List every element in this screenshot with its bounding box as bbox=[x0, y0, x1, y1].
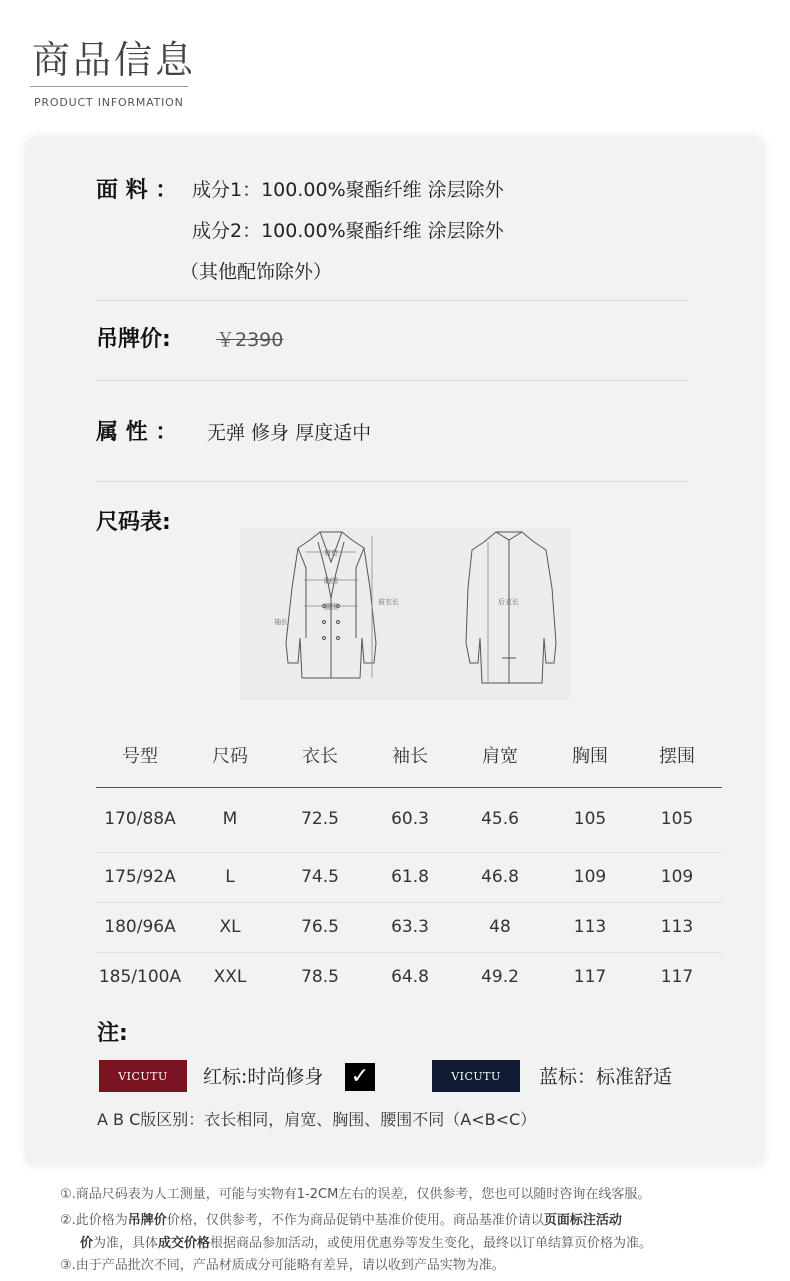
table-cell: 117 bbox=[660, 967, 694, 987]
table-cell: 46.8 bbox=[481, 867, 519, 887]
attributes-value: 无弹 修身 厚度适中 bbox=[207, 422, 372, 444]
label-waist: 腰围 bbox=[324, 603, 338, 611]
table-cell: 109 bbox=[660, 867, 694, 887]
footnote-3: ③.由于产品批次不同，产品材质成分可能略有差异，请以收到产品实物为准。 bbox=[60, 1258, 505, 1273]
table-cell: 180/96A bbox=[104, 917, 176, 937]
fabric-line-3: （其他配饰除外） bbox=[180, 261, 333, 283]
attributes-label: 属 性 ： bbox=[96, 420, 178, 445]
fabric-line-2: 成分2：100.00%聚酯纤维 涂层除外 bbox=[192, 220, 504, 242]
blue-label-badge bbox=[432, 1060, 520, 1092]
footnote-2-bold: 页面标注活动 bbox=[543, 1213, 622, 1228]
table-cell: 49.2 bbox=[481, 967, 519, 987]
col-header: 肩宽 bbox=[482, 746, 518, 767]
blue-label-text: 蓝标：标准舒适 bbox=[539, 1066, 673, 1088]
table-cell: 185/100A bbox=[98, 967, 182, 987]
footnote-2-part: 根据商品参加活动，或使用优惠券等发生变化，最终以订单结算页价格为准。 bbox=[210, 1236, 653, 1251]
footnote-2-bold: 吊牌价 bbox=[127, 1213, 167, 1228]
table-cell: 60.3 bbox=[391, 809, 429, 829]
red-label-text: 红标:时尚修身 bbox=[203, 1066, 324, 1088]
check-icon: ✓ bbox=[345, 1063, 375, 1091]
col-header: 胸围 bbox=[572, 746, 608, 767]
table-cell: 72.5 bbox=[301, 809, 339, 829]
abc-note: A B C版区别：衣长相同，肩宽、胸围、腰围不同（A<B<C） bbox=[97, 1110, 537, 1129]
footnote-2-part: ②.此价格为 bbox=[60, 1213, 128, 1228]
col-header: 摆围 bbox=[659, 746, 695, 767]
table-cell: 74.5 bbox=[301, 867, 339, 887]
col-header: 袖长 bbox=[392, 746, 428, 767]
col-header: 号型 bbox=[122, 746, 158, 767]
section-subtitle: PRODUCT INFORMATION bbox=[34, 96, 184, 109]
table-cell: 78.5 bbox=[301, 967, 339, 987]
table-cell: 45.6 bbox=[481, 809, 519, 829]
table-cell: 105 bbox=[660, 809, 694, 829]
footnote-2-bold: 成交价格 bbox=[158, 1236, 211, 1251]
header-underline bbox=[96, 787, 722, 788]
label-chest: 胸围 bbox=[324, 577, 338, 585]
label-shoulder: 肩宽 bbox=[324, 549, 338, 557]
red-badge-text: VICUTU bbox=[118, 1069, 168, 1083]
row-divider bbox=[96, 852, 722, 853]
table-cell: L bbox=[225, 867, 235, 887]
row-divider bbox=[96, 952, 722, 953]
label-sleeve: 袖长 bbox=[274, 618, 288, 626]
table-cell: 64.8 bbox=[391, 967, 429, 987]
table-cell: 105 bbox=[573, 809, 607, 829]
footnote-1: ①.商品尺码表为人工测量，可能与实物有1-2CM左右的误差，仅供参考，您也可以随时咨询在线客服。 bbox=[60, 1187, 651, 1202]
divider bbox=[96, 300, 688, 301]
col-header: 尺码 bbox=[212, 746, 248, 767]
footnote-2-part: 为准，具体 bbox=[93, 1236, 159, 1251]
divider bbox=[96, 380, 688, 381]
tag-price: ￥2390 bbox=[216, 329, 284, 351]
table-cell: 170/88A bbox=[104, 809, 176, 829]
table-cell: 113 bbox=[573, 917, 607, 937]
fabric-line-1: 成分1：100.00%聚酯纤维 涂层除外 bbox=[192, 179, 504, 201]
notes-label: 注: bbox=[97, 1021, 128, 1046]
section-title: 商品信息 bbox=[32, 38, 197, 82]
coat-measurement-diagram bbox=[240, 528, 570, 700]
footnote-2-cont bbox=[80, 1235, 760, 1253]
fabric-label: 面 料 ： bbox=[96, 178, 178, 203]
blue-badge-text: VICUTU bbox=[451, 1069, 501, 1083]
table-cell: 175/92A bbox=[104, 867, 176, 887]
row-divider bbox=[96, 902, 722, 903]
table-cell: XXL bbox=[213, 967, 247, 987]
divider bbox=[96, 481, 688, 482]
table-cell: 113 bbox=[660, 917, 694, 937]
table-cell: XL bbox=[219, 917, 241, 937]
table-cell: 109 bbox=[573, 867, 607, 887]
title-divider bbox=[30, 86, 188, 87]
table-cell: M bbox=[222, 809, 238, 829]
table-cell: 61.8 bbox=[391, 867, 429, 887]
table-cell: 63.3 bbox=[391, 917, 429, 937]
col-header: 衣长 bbox=[302, 746, 338, 767]
price-label: 吊牌价: bbox=[96, 327, 171, 352]
table-cell: 76.5 bbox=[301, 917, 339, 937]
footnote-2-part: 价格，仅供参考，不作为商品促销中基准价使用。商品基准价请以 bbox=[166, 1213, 544, 1228]
footnote-2-bold: 价 bbox=[80, 1236, 94, 1251]
red-label-badge bbox=[99, 1060, 187, 1092]
footnote-2 bbox=[60, 1212, 750, 1230]
label-back-length: 后衣长 bbox=[498, 598, 519, 606]
label-front-length: 前衣长 bbox=[378, 598, 399, 606]
size-chart-label: 尺码表: bbox=[96, 510, 171, 535]
table-cell: 117 bbox=[573, 967, 607, 987]
table-cell: 48 bbox=[489, 917, 511, 937]
